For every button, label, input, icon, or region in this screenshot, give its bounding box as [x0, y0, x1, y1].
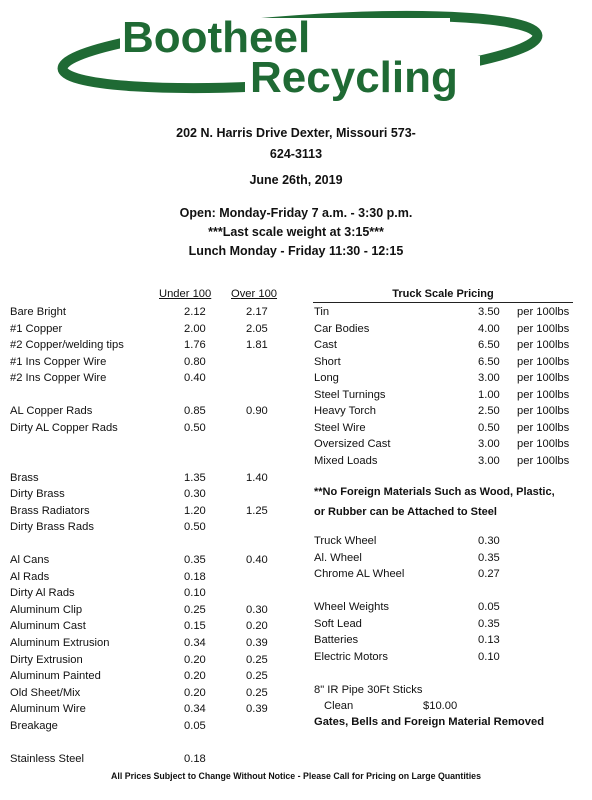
price-under-100: 0.25	[184, 603, 206, 616]
misc-item-price: 0.10	[478, 650, 500, 663]
item-name: #1 Copper	[10, 322, 63, 335]
pipe-clean-label: Clean	[324, 700, 354, 712]
truck-item-name: Heavy Torch	[314, 405, 376, 417]
misc-item-price: 0.30	[478, 535, 500, 547]
price-under-100: 0.34	[184, 637, 206, 649]
price-date: June 26th, 2019	[249, 173, 343, 187]
item-name: Old Sheet/Mix	[10, 686, 81, 699]
logo-word-bootheel: Bootheel	[122, 13, 311, 62]
price-under-100: 0.34	[184, 703, 206, 716]
item-name: #2 Copper/welding tips	[10, 339, 124, 352]
item-name: Aluminum Cast	[10, 620, 86, 633]
item-name: Dirty Extrusion	[10, 653, 83, 666]
company-logo	[0, 0, 592, 112]
price-over-100: 2.05	[246, 322, 268, 335]
misc-item-name: Al. Wheel	[314, 551, 362, 564]
truck-item-unit: per 100lbs	[517, 405, 570, 417]
foreign-note-line-1: **No Foreign Materials Such as Wood, Plastic,	[314, 486, 555, 498]
truck-item-price: 2.50	[478, 405, 500, 417]
price-under-100: 0.40	[184, 372, 206, 385]
truck-item-price: 3.00	[478, 372, 500, 384]
price-under-100: 0.50	[184, 521, 206, 534]
truck-item-price: 6.50	[478, 339, 500, 351]
item-name: Al Rads	[10, 570, 50, 583]
footer-disclaimer: All Prices Subject to Change Without Notice - Please Call for Pricing on Large Quantities	[111, 771, 481, 781]
gates-note: Gates, Bells and Foreign Material Removed	[314, 716, 545, 728]
header-under-100: Under 100	[159, 288, 212, 300]
price-under-100: 0.20	[184, 653, 206, 666]
truck-item-name: Tin	[314, 306, 330, 318]
truck-scale-header: Truck Scale Pricing	[313, 286, 573, 303]
truck-item-unit: per 100lbs	[517, 438, 570, 450]
price-under-100: 1.20	[184, 504, 206, 517]
logo-word-recycling: Recycling	[250, 53, 458, 102]
item-name: AL Copper Rads	[10, 405, 93, 418]
price-under-100: 0.18	[184, 752, 206, 765]
item-name: #2 Ins Copper Wire	[10, 372, 107, 385]
misc-item-price: 0.35	[478, 551, 500, 564]
price-under-100: 0.18	[184, 570, 206, 583]
item-name: Dirty Brass	[10, 488, 65, 501]
truck-item-unit: per 100lbs	[517, 339, 570, 351]
price-over-100: 1.25	[246, 504, 268, 517]
price-over-100: 0.25	[246, 653, 268, 666]
truck-item-price: 6.50	[478, 355, 500, 368]
item-name: Dirty AL Copper Rads	[10, 421, 118, 434]
hours-lunch: Lunch Monday - Friday 11:30 - 12:15	[188, 244, 404, 258]
item-name: Brass Radiators	[10, 504, 90, 517]
truck-item-price: 3.00	[478, 438, 500, 450]
foreign-material-note	[314, 482, 555, 522]
hours-last-scale: ***Last scale weight at 3:15***	[208, 225, 384, 239]
pipe-title: 8" IR Pipe 30Ft Sticks	[314, 684, 423, 696]
price-over-100: 0.39	[246, 703, 268, 716]
item-name: Dirty Al Rads	[10, 587, 75, 600]
price-under-100: 0.20	[184, 670, 206, 683]
address	[0, 123, 592, 165]
item-name: Dirty Brass Rads	[10, 521, 94, 534]
item-name: #1 Ins Copper Wire	[10, 355, 107, 368]
misc-item-price: 0.27	[478, 568, 500, 581]
price-under-100: 0.80	[184, 355, 206, 368]
price-under-100: 2.12	[184, 306, 206, 318]
truck-item-unit: per 100lbs	[517, 372, 570, 384]
misc-item-price: 0.35	[478, 617, 500, 630]
price-under-100: 0.10	[184, 587, 206, 600]
price-over-100: 0.25	[246, 686, 268, 699]
price-over-100: 0.20	[246, 620, 268, 633]
misc-item-name: Soft Lead	[314, 617, 362, 630]
truck-item-price: 3.00	[478, 454, 500, 467]
foreign-note-line-2: or Rubber can be Attached to Steel	[314, 506, 497, 518]
truck-item-name: Oversized Cast	[314, 438, 391, 450]
item-name: Aluminum Painted	[10, 670, 101, 683]
truck-item-unit: per 100lbs	[517, 306, 570, 318]
price-under-100: 2.00	[184, 322, 206, 335]
item-name: Aluminum Wire	[10, 703, 86, 716]
truck-item-unit: per 100lbs	[517, 388, 570, 401]
truck-item-unit: per 100lbs	[517, 322, 570, 335]
price-over-100: 0.30	[246, 603, 268, 616]
price-under-100: 0.85	[184, 405, 206, 418]
address-line-2: 624-3113	[269, 147, 323, 161]
item-name: Breakage	[10, 719, 58, 732]
item-name: Stainless Steel	[10, 752, 85, 765]
misc-item-price: 0.13	[478, 634, 500, 647]
truck-item-name: Car Bodies	[314, 322, 370, 335]
item-name: Bare Bright	[10, 306, 66, 318]
price-over-100: 1.81	[246, 339, 268, 352]
misc-item-name: Chrome AL Wheel	[314, 568, 405, 581]
pipe-clean-price: $10.00	[423, 700, 458, 712]
truck-item-price: 1.00	[478, 388, 500, 401]
item-name: Aluminum Extrusion	[10, 637, 110, 649]
price-under-100: 1.76	[184, 339, 206, 352]
item-name: Al Cans	[10, 554, 50, 567]
misc-item-name: Batteries	[314, 634, 359, 647]
truck-item-price: 4.00	[478, 322, 500, 335]
misc-item-name: Truck Wheel	[314, 535, 377, 547]
truck-item-name: Short	[314, 355, 341, 368]
truck-item-name: Steel Turnings	[314, 388, 386, 401]
price-under-100: 0.15	[184, 620, 206, 633]
truck-item-name: Cast	[314, 339, 338, 351]
price-under-100: 0.30	[184, 488, 206, 501]
price-over-100: 0.25	[246, 670, 268, 683]
item-name: Aluminum Clip	[10, 603, 83, 616]
price-under-100: 0.50	[184, 421, 206, 434]
truck-item-price: 0.50	[478, 421, 500, 434]
header-over-100: Over 100	[231, 288, 278, 300]
misc-item-price: 0.05	[478, 601, 500, 614]
price-under-100: 0.05	[184, 719, 206, 732]
misc-item-name: Electric Motors	[314, 650, 388, 663]
price-under-100: 1.35	[184, 471, 206, 484]
price-over-100: 0.90	[246, 405, 268, 418]
misc-item-name: Wheel Weights	[314, 601, 390, 614]
price-over-100: 0.40	[246, 554, 268, 567]
item-name: Brass	[10, 471, 39, 484]
recycling-logo-graphic	[0, 0, 592, 112]
truck-item-unit: per 100lbs	[517, 454, 570, 467]
truck-item-name: Steel Wire	[314, 421, 366, 434]
truck-item-name: Long	[314, 372, 339, 384]
truck-item-unit: per 100lbs	[517, 421, 570, 434]
address-line-1: 202 N. Harris Drive Dexter, Missouri 573-	[176, 126, 416, 140]
business-hours	[0, 204, 592, 261]
price-under-100: 0.35	[184, 554, 206, 567]
price-over-100: 0.39	[246, 637, 268, 649]
price-over-100: 1.40	[246, 471, 268, 484]
truck-item-name: Mixed Loads	[314, 454, 378, 467]
hours-open: Open: Monday-Friday 7 a.m. - 3:30 p.m.	[179, 206, 413, 220]
truck-item-price: 3.50	[478, 306, 500, 318]
truck-item-unit: per 100lbs	[517, 355, 570, 368]
price-over-100: 2.17	[246, 306, 268, 318]
price-under-100: 0.20	[184, 686, 206, 699]
